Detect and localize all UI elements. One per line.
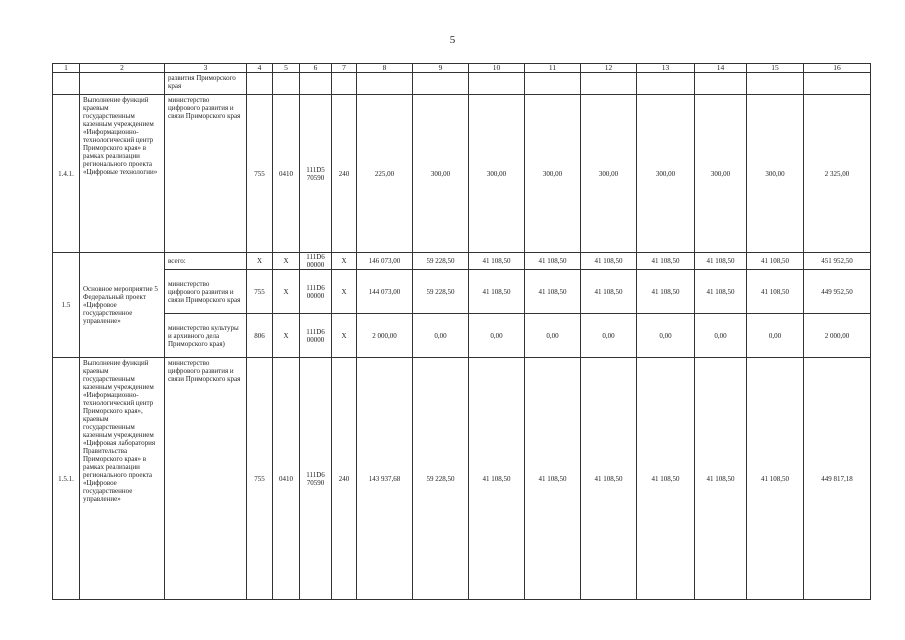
- header-cell: 5: [273, 64, 300, 73]
- value-cell: 41 108,50: [637, 358, 695, 600]
- value-cell: 41 108,50: [525, 270, 581, 314]
- rzpr-code: 0410: [273, 95, 300, 253]
- grbs-code: 755: [247, 358, 273, 600]
- grbs-code: X: [247, 253, 273, 270]
- value-cell: 300,00: [525, 95, 581, 253]
- header-cell: 8: [357, 64, 413, 73]
- event-name: Выполнение функций краевым государственным казенным учреждением «Информационно-технологический центр Приморского края», краевым государственным казенным учреждением «Цифровая лаборатория Правительства Приморского края» в рамках реализации регионального проекта «Цифровое государственное управление»: [80, 358, 165, 600]
- grbs-code: 806: [247, 314, 273, 358]
- value-cell: 0,00: [747, 314, 804, 358]
- table-row-1-5-culture: [53, 314, 871, 358]
- value-cell: 225,00: [357, 95, 413, 253]
- header-cell: 6: [300, 64, 332, 73]
- table-row-continuation: [53, 73, 871, 95]
- value-cell: 300,00: [469, 95, 525, 253]
- value-cell: 2 000,00: [357, 314, 413, 358]
- csr-code: 111D5 70590: [300, 95, 332, 253]
- value-cell: 41 108,50: [695, 253, 747, 270]
- page-number: 5: [449, 34, 456, 46]
- executor-cell: министерство цифрового развития и связи Приморского края: [165, 358, 247, 600]
- value-cell: 41 108,50: [695, 358, 747, 600]
- header-cell: 2: [80, 64, 165, 73]
- value-cell: 41 108,50: [747, 270, 804, 314]
- header-cell: 3: [165, 64, 247, 73]
- value-cell: 41 108,50: [747, 358, 804, 600]
- header-cell: 10: [469, 64, 525, 73]
- value-cell: 300,00: [695, 95, 747, 253]
- value-cell: 300,00: [637, 95, 695, 253]
- value-cell: 0,00: [469, 314, 525, 358]
- table-row-1-5-1: [53, 358, 871, 600]
- value-cell: 59 228,50: [413, 253, 469, 270]
- rzpr-code: X: [273, 314, 300, 358]
- rzpr-code: X: [273, 253, 300, 270]
- header-cell: 1: [53, 64, 80, 73]
- header-cell: 4: [247, 64, 273, 73]
- rzpr-code: X: [273, 270, 300, 314]
- csr-code: 111D6 00000: [300, 314, 332, 358]
- event-name: Выполнение функций краевым государственным казенным учреждением «Информационно-технологический центр Приморского края» в рамках реализации регионального проекта «Цифровые технологии»: [80, 95, 165, 253]
- value-cell: 41 108,50: [525, 358, 581, 600]
- executor-cell: развития Приморского края: [165, 73, 247, 95]
- vr-code: X: [332, 253, 357, 270]
- row-number: 1.5.1.: [53, 358, 80, 600]
- value-cell: 300,00: [581, 95, 637, 253]
- executor-cell: министерство цифрового развития и связи Приморского края: [165, 95, 247, 253]
- row-number: 1.5: [53, 253, 80, 358]
- header-cell: 13: [637, 64, 695, 73]
- value-cell: 146 073,00: [357, 253, 413, 270]
- grbs-code: 755: [247, 95, 273, 253]
- value-cell: 0,00: [581, 314, 637, 358]
- value-cell: 0,00: [525, 314, 581, 358]
- header-cell: 9: [413, 64, 469, 73]
- header-cell: 11: [525, 64, 581, 73]
- vr-code: X: [332, 314, 357, 358]
- value-cell: 0,00: [413, 314, 469, 358]
- vr-code: 240: [332, 95, 357, 253]
- value-cell: 451 952,50: [804, 253, 871, 270]
- event-name: Основное мероприятие 5 Федеральный проект «Цифровое государственное управление»: [80, 253, 165, 358]
- vr-code: X: [332, 270, 357, 314]
- header-cell: 7: [332, 64, 357, 73]
- value-cell: 41 108,50: [525, 253, 581, 270]
- value-cell: 144 073,00: [357, 270, 413, 314]
- value-cell: 41 108,50: [637, 270, 695, 314]
- header-cell: 16: [804, 64, 871, 73]
- table-row-1-5-digital: [53, 270, 871, 314]
- value-cell: 41 108,50: [581, 270, 637, 314]
- executor-cell: министерство культуры и архивного дела Приморского края): [165, 314, 247, 358]
- value-cell: 59 228,50: [413, 270, 469, 314]
- grbs-code: 755: [247, 270, 273, 314]
- value-cell: 0,00: [695, 314, 747, 358]
- value-cell: 41 108,50: [469, 253, 525, 270]
- rzpr-code: 0410: [273, 358, 300, 600]
- value-cell: 300,00: [747, 95, 804, 253]
- value-cell: 2 000,00: [804, 314, 871, 358]
- value-cell: 41 108,50: [581, 358, 637, 600]
- value-cell: 300,00: [413, 95, 469, 253]
- executor-cell: министерство цифрового развития и связи Приморского края: [165, 270, 247, 314]
- value-cell: 41 108,50: [469, 270, 525, 314]
- csr-code: 111D6 00000: [300, 270, 332, 314]
- executor-cell: всего:: [165, 253, 247, 270]
- vr-code: 240: [332, 358, 357, 600]
- header-cell: 15: [747, 64, 804, 73]
- value-cell: 2 325,00: [804, 95, 871, 253]
- value-cell: 449 952,50: [804, 270, 871, 314]
- budget-table: [52, 63, 871, 600]
- value-cell: 41 108,50: [581, 253, 637, 270]
- row-number: 1.4.1.: [53, 95, 80, 253]
- header-cell: 12: [581, 64, 637, 73]
- value-cell: 41 108,50: [695, 270, 747, 314]
- value-cell: 41 108,50: [637, 253, 695, 270]
- header-cell: 14: [695, 64, 747, 73]
- table-row-1-5-total: [53, 253, 871, 270]
- table-row-1-4-1: [53, 95, 871, 253]
- value-cell: 0,00: [637, 314, 695, 358]
- header-row: [53, 64, 871, 73]
- csr-code: 111D6 00000: [300, 253, 332, 270]
- value-cell: 59 228,50: [413, 358, 469, 600]
- value-cell: 449 817,18: [804, 358, 871, 600]
- value-cell: 41 108,50: [469, 358, 525, 600]
- value-cell: 143 937,68: [357, 358, 413, 600]
- value-cell: 41 108,50: [747, 253, 804, 270]
- csr-code: 111D6 70590: [300, 358, 332, 600]
